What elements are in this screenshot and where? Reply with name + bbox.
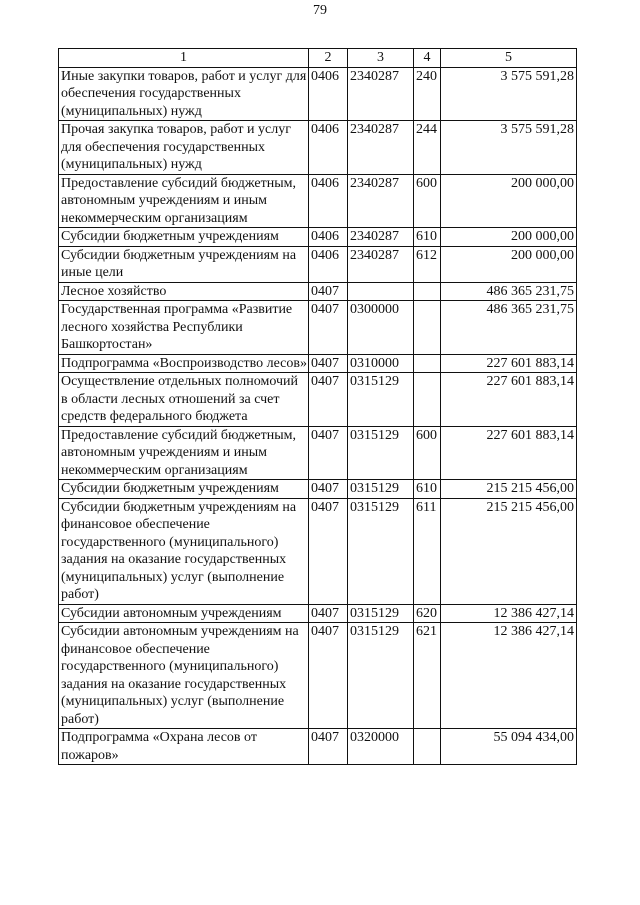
cell-section: 0407 xyxy=(309,373,348,427)
cell-amount: 227 601 883,14 xyxy=(441,426,577,480)
cell-amount: 3 575 591,28 xyxy=(441,121,577,175)
cell-target-code: 2340287 xyxy=(348,121,414,175)
table-row xyxy=(59,623,577,729)
table-row xyxy=(59,373,577,427)
table-row xyxy=(59,174,577,228)
cell-expense-type xyxy=(414,282,441,301)
cell-section: 0406 xyxy=(309,228,348,247)
cell-amount: 12 386 427,14 xyxy=(441,623,577,729)
cell-expense-type xyxy=(414,301,441,355)
cell-expense-type: 612 xyxy=(414,246,441,282)
header-col-2: 2 xyxy=(309,49,348,68)
cell-amount: 227 601 883,14 xyxy=(441,373,577,427)
cell-target-code: 0310000 xyxy=(348,354,414,373)
cell-name: Иные закупки товаров, работ и услуг для обеспечения государственных (муниципальных) нужд xyxy=(59,67,309,121)
cell-section: 0406 xyxy=(309,174,348,228)
cell-name: Субсидии автономным учреждениям xyxy=(59,604,309,623)
cell-section: 0407 xyxy=(309,354,348,373)
cell-name: Подпрограмма «Охрана лесов от пожаров» xyxy=(59,729,309,765)
table-row xyxy=(59,426,577,480)
cell-expense-type: 611 xyxy=(414,498,441,604)
cell-amount: 486 365 231,75 xyxy=(441,282,577,301)
table-row xyxy=(59,729,577,765)
cell-target-code: 0315129 xyxy=(348,426,414,480)
cell-expense-type: 240 xyxy=(414,67,441,121)
cell-section: 0407 xyxy=(309,604,348,623)
cell-section: 0407 xyxy=(309,623,348,729)
cell-expense-type: 621 xyxy=(414,623,441,729)
cell-section: 0407 xyxy=(309,729,348,765)
cell-expense-type xyxy=(414,729,441,765)
cell-expense-type: 244 xyxy=(414,121,441,175)
table-row xyxy=(59,228,577,247)
cell-target-code: 0315129 xyxy=(348,604,414,623)
cell-amount: 200 000,00 xyxy=(441,246,577,282)
cell-amount: 200 000,00 xyxy=(441,174,577,228)
table-row xyxy=(59,604,577,623)
cell-target-code: 0315129 xyxy=(348,373,414,427)
cell-name: Субсидии бюджетным учреждениям xyxy=(59,480,309,499)
cell-name: Субсидии бюджетным учреждениям xyxy=(59,228,309,247)
cell-amount: 227 601 883,14 xyxy=(441,354,577,373)
cell-name: Субсидии бюджетным учреждениям на иные цели xyxy=(59,246,309,282)
cell-name: Государственная программа «Развитие лесного хозяйства Республики Башкортостан» xyxy=(59,301,309,355)
header-row xyxy=(59,49,577,68)
header-col-4: 4 xyxy=(414,49,441,68)
table-row xyxy=(59,480,577,499)
cell-section: 0406 xyxy=(309,246,348,282)
header-col-5: 5 xyxy=(441,49,577,68)
cell-name: Лесное хозяйство xyxy=(59,282,309,301)
cell-expense-type: 600 xyxy=(414,426,441,480)
header-col-1: 1 xyxy=(59,49,309,68)
cell-expense-type: 610 xyxy=(414,228,441,247)
cell-amount: 12 386 427,14 xyxy=(441,604,577,623)
cell-name: Подпрограмма «Воспроизводство лесов» xyxy=(59,354,309,373)
page-number: 79 xyxy=(313,3,327,18)
cell-amount: 215 215 456,00 xyxy=(441,498,577,604)
cell-target-code: 2340287 xyxy=(348,246,414,282)
cell-target-code: 2340287 xyxy=(348,67,414,121)
cell-amount: 215 215 456,00 xyxy=(441,480,577,499)
table-body xyxy=(59,67,577,765)
cell-target-code: 0315129 xyxy=(348,498,414,604)
budget-table xyxy=(58,48,577,765)
cell-target-code: 0315129 xyxy=(348,480,414,499)
cell-name: Предоставление субсидий бюджетным, автономным учреждениям и иным некоммерческим организациям xyxy=(59,426,309,480)
table-row xyxy=(59,498,577,604)
cell-section: 0406 xyxy=(309,121,348,175)
cell-amount: 486 365 231,75 xyxy=(441,301,577,355)
cell-name: Предоставление субсидий бюджетным, автономным учреждениям и иным некоммерческим организациям xyxy=(59,174,309,228)
table-row xyxy=(59,246,577,282)
cell-name: Осуществление отдельных полномочий в области лесных отношений за счет средств федерального бюджета xyxy=(59,373,309,427)
cell-target-code: 2340287 xyxy=(348,174,414,228)
table-row xyxy=(59,121,577,175)
header-col-3: 3 xyxy=(348,49,414,68)
cell-section: 0407 xyxy=(309,301,348,355)
cell-name: Субсидии автономным учреждениям на финансовое обеспечение государственного (муниципального) задания на оказание государственных (муниципальных) услуг (выполнение работ) xyxy=(59,623,309,729)
cell-name: Субсидии бюджетным учреждениям на финансовое обеспечение государственного (муниципального) задания на оказание государственных (муниципальных) услуг (выполнение работ) xyxy=(59,498,309,604)
cell-expense-type: 610 xyxy=(414,480,441,499)
cell-section: 0407 xyxy=(309,426,348,480)
table-row xyxy=(59,67,577,121)
cell-target-code xyxy=(348,282,414,301)
cell-section: 0407 xyxy=(309,498,348,604)
cell-target-code: 0315129 xyxy=(348,623,414,729)
cell-target-code: 0320000 xyxy=(348,729,414,765)
cell-expense-type xyxy=(414,354,441,373)
cell-target-code: 2340287 xyxy=(348,228,414,247)
table-row xyxy=(59,282,577,301)
cell-amount: 3 575 591,28 xyxy=(441,67,577,121)
cell-section: 0406 xyxy=(309,67,348,121)
table-row xyxy=(59,301,577,355)
cell-amount: 55 094 434,00 xyxy=(441,729,577,765)
cell-section: 0407 xyxy=(309,282,348,301)
cell-name: Прочая закупка товаров, работ и услуг для обеспечения государственных (муниципальных) нужд xyxy=(59,121,309,175)
cell-target-code: 0300000 xyxy=(348,301,414,355)
cell-expense-type: 600 xyxy=(414,174,441,228)
cell-expense-type: 620 xyxy=(414,604,441,623)
cell-section: 0407 xyxy=(309,480,348,499)
table-row xyxy=(59,354,577,373)
cell-expense-type xyxy=(414,373,441,427)
cell-amount: 200 000,00 xyxy=(441,228,577,247)
